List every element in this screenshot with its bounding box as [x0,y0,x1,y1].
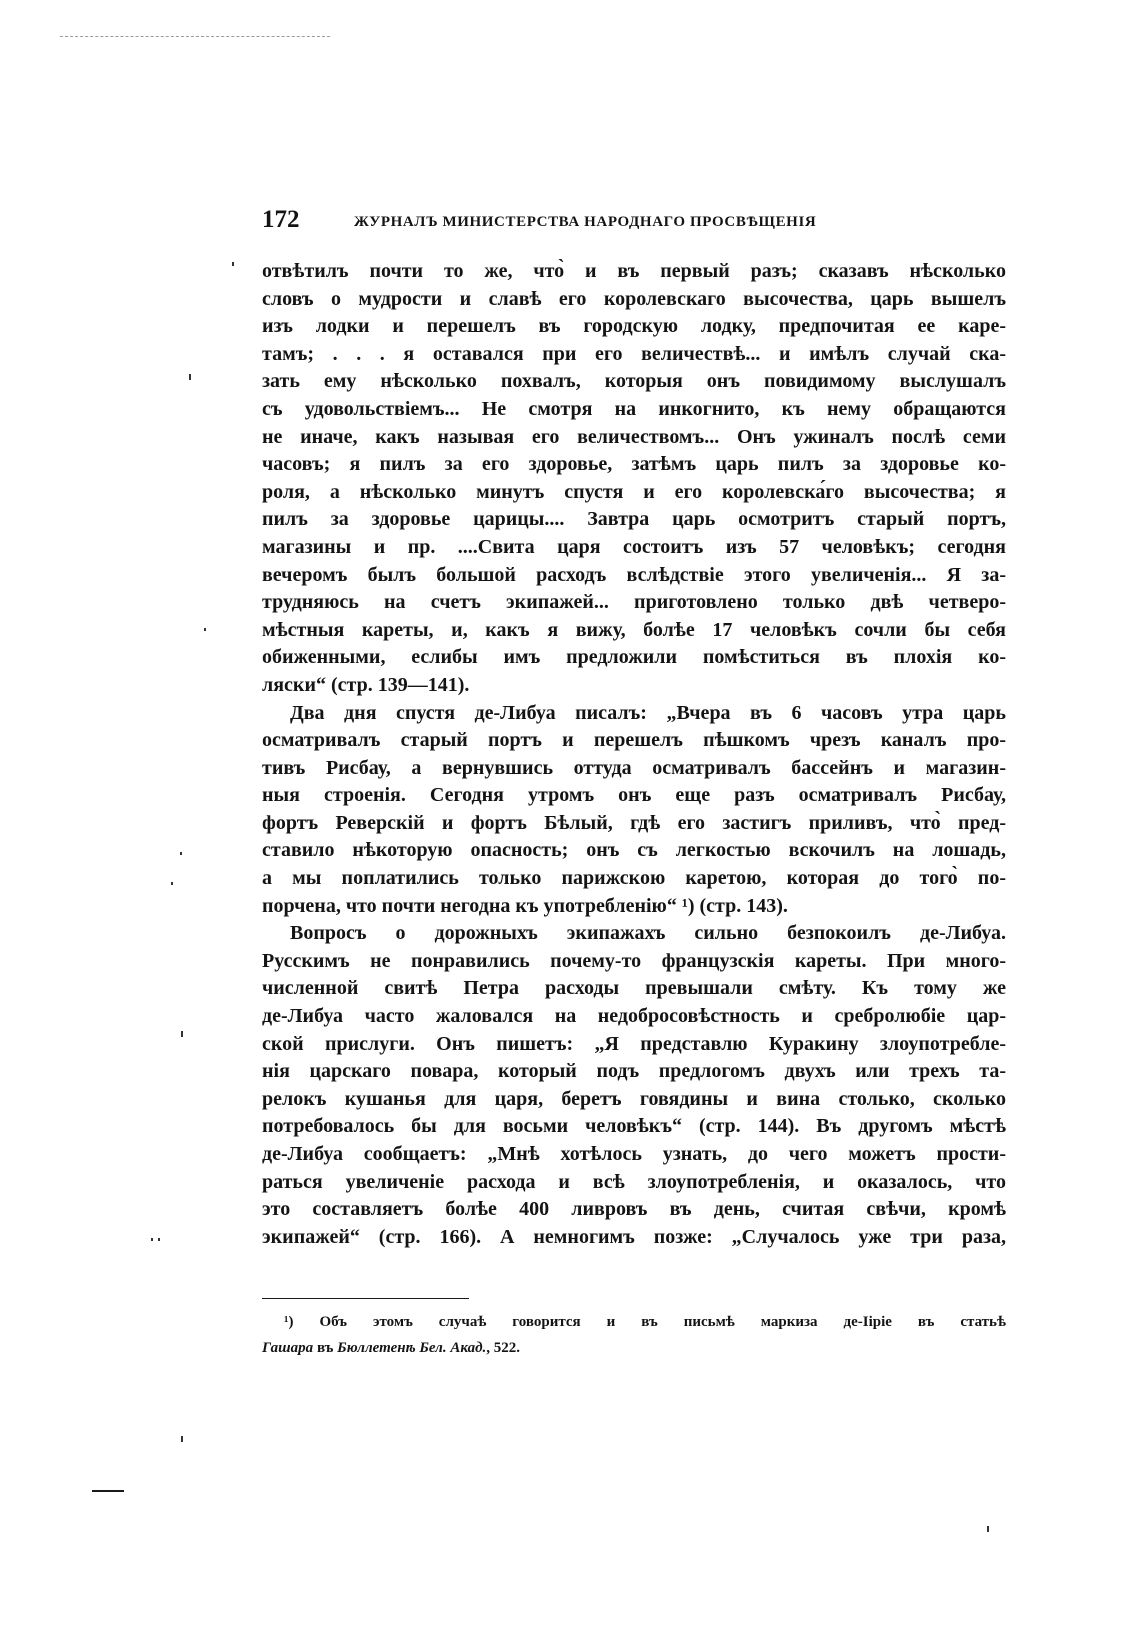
text-line: это составляетъ болѣе 400 ливровъ въ день, считая свѣчи, кромѣ [262,1198,1006,1221]
scan-speck [158,1238,160,1241]
text-line: де-Либуа сообщаетъ: „Мнѣ хотѣлось узнать, до чего можетъ прости- [262,1143,1006,1165]
text-line: фортъ Реверскій и фортъ Бѣлый, гдѣ его застигъ приливъ, что̀ пред- [262,811,1006,834]
text-line: обиженными, еслибы имъ предложили помѣститься въ плохія ко- [262,646,1006,669]
text-line: де-Либуа часто жаловался на недобросовѣстность и сребролюбіе цар- [262,1005,1006,1028]
footnote-journal: Бюллетенѣ Бел. Акад. [337,1340,487,1356]
text-line: ской прислуги. Онъ пишетъ: „Я представлю Куракину злоупотребле- [262,1032,1006,1055]
text-line: мѣстныя кареты, и, какъ я вижу, болѣе 17 человѣкъ сочли бы себя [262,618,1006,641]
running-title: ЖУРНАЛЪ МИНИСТЕРСТВА НАРОДНАГО ПРОСВѢЩЕНІЯ [354,214,817,230]
text-line: словъ о мудрости и славѣ его королевскаго высочества, царь вышелъ [262,287,1006,310]
scan-speck [181,1436,183,1442]
page-number: 172 [262,206,300,233]
footnote-line: ¹) Объ этомъ случаѣ говорится и въ письмѣ маркиза де-Ііріе въ статьѣ [284,1314,1006,1330]
text-line: изъ лодки и перешелъ въ городскую лодку, предпочитая ее каре- [262,315,1006,338]
footnote-connector: въ [313,1340,338,1356]
footnote-line [262,1335,1006,1361]
paragraph-2 [262,700,1006,921]
text-line: трудняюсь на счетъ экипажей... приготовлено только двѣ четверо- [262,591,1006,614]
text-line: съ удовольствіемъ... Не смотря на инкогнито, къ нему обращаются [262,397,1006,420]
paragraph-3 [262,920,1006,1251]
text-line: вечеромъ былъ большой расходъ вслѣдствіе этого увеличенія... Я за- [262,563,1006,586]
text-line: часовъ; я пилъ за его здоровье, затѣмъ царь пилъ за здоровье ко- [262,453,1006,476]
scan-artifact-mark [92,1490,124,1492]
text-line: численной свитѣ Петра расходы превышали смѣту. Къ тому же [262,977,1006,1000]
main-text [262,258,1006,1251]
text-line: а мы поплатились только парижскою каретою, которая до того̀ по- [262,867,1006,890]
text-line: раться увеличеніе расхода и всѣ злоупотребленія, и оказалось, что [262,1170,1006,1193]
running-header [262,206,1002,240]
text-line: зать ему нѣсколько похвалъ, которыя онъ повидимому выслушалъ [262,370,1006,393]
footnote-page: , 522. [486,1340,521,1356]
scan-speck [171,882,173,885]
text-line: роля, а нѣсколько минутъ спустя и его королевска́го высочества; я [262,480,1006,503]
text-line: порчена, что почти негодна къ употребленію“ ¹) (стр. 143). [262,894,788,917]
paragraph-1 [262,258,1006,700]
text-line: осматривалъ старый портъ и перешелъ пѣшкомъ чрезъ каналъ про- [262,729,1006,752]
scan-speck [180,852,182,855]
footnote [262,1309,1006,1361]
text-line: тамъ; . . . я оставался при его величествѣ... и имѣлъ случай ска- [262,342,1006,365]
scan-speck [189,374,191,380]
text-line: тивъ Рисбау, а вернувшись оттуда осматривалъ бассейнъ и магазин- [262,756,1006,779]
scan-artifact-line [60,36,330,37]
scan-speck [151,1238,153,1241]
text-line: нія царскаго повара, который подъ предлогомъ двухъ или трехъ та- [262,1060,1006,1083]
scan-speck [181,1031,183,1037]
scan-speck [232,262,234,266]
text-line: Два дня спустя де-Либуа писалъ: „Вчера въ 6 часовъ утра царь [290,701,1006,724]
text-line: Вопросъ о дорожныхъ экипажахъ сильно безпокоилъ де-Либуа. [290,922,1006,945]
footnote-author: Гашара [262,1340,314,1356]
text-line: отвѣтилъ почти то же, что̀ и въ первый разъ; сказавъ нѣсколько [262,260,1006,282]
footnote-rule [262,1298,469,1299]
text-line: не иначе, какъ называя его величествомъ... Онъ ужиналъ послѣ семи [262,425,1006,448]
text-line: ныя строенія. Сегодня утромъ онъ еще разъ осматривалъ Рисбау, [262,784,1006,807]
scan-speck [987,1526,989,1532]
text-line: экипажей“ (стр. 166). А немногимъ позже: „Случалось уже три раза, [262,1225,1006,1248]
text-line: магазины и пр. ....Свита царя состоитъ изъ 57 человѣкъ; сегодня [262,535,1006,558]
text-line: Русскимъ не понравились почему-то французскія кареты. При много- [262,949,1006,972]
text-line: пилъ за здоровье царицы.... Завтра царь осмотритъ старый портъ, [262,508,1006,531]
scan-speck [204,628,206,631]
text-line: ляски“ (стр. 139—141). [262,673,470,696]
text-line: потребовалось бы для восьми человѣкъ“ (стр. 144). Въ другомъ мѣстѣ [262,1115,1006,1138]
text-line: релокъ кушанья для царя, беретъ говядины и вина столько, сколько [262,1087,1006,1110]
text-line: ставило нѣкоторую опасность; онъ съ легкостью вскочилъ на лошадь, [262,839,1006,862]
